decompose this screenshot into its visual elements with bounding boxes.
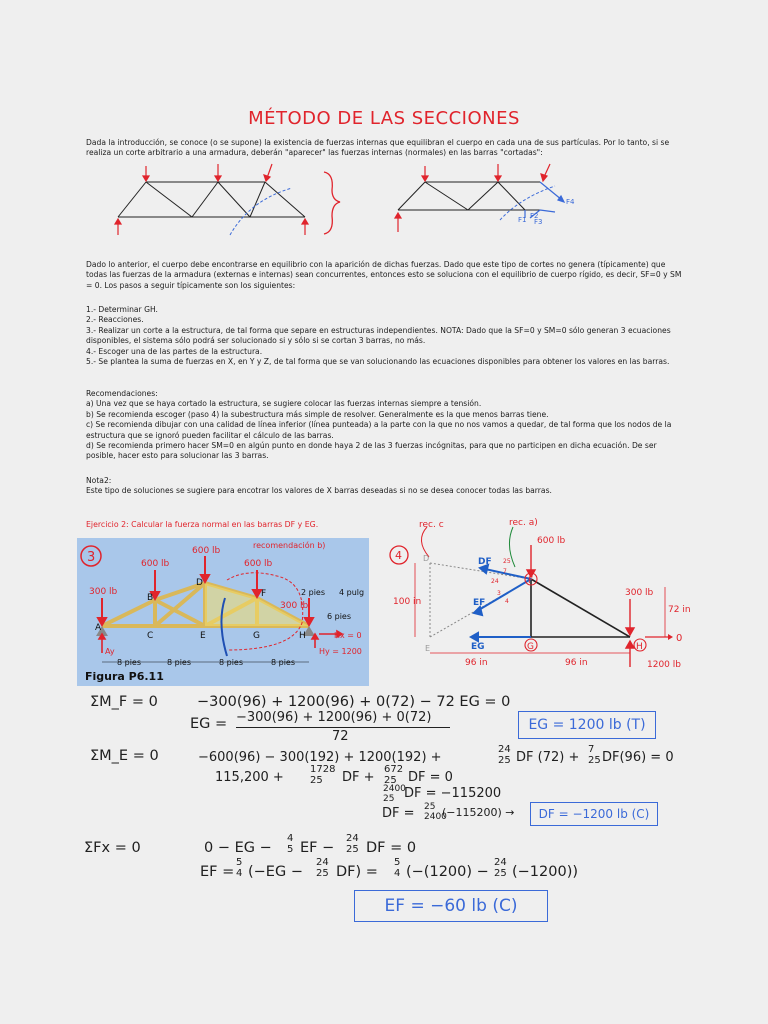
eq2-frac2: 7 25 xyxy=(588,744,601,766)
eq2c: DF = −115200 xyxy=(404,786,502,801)
intro-paragraph: Dada la introducción, se conoce (o se supone) la existencia de fuerzas internas que equilibran el cuerpo en cada una de sus partículas. Por lo tanto, si se realiza un corte arbitrario a una armadura, deberán "aparecer" las fuerzas internas (normales) en las barras "cortadas": xyxy=(86,138,670,158)
nota xyxy=(86,476,686,497)
truss-figure xyxy=(77,538,369,686)
nota-text: Este tipo de soluciones se sugiere para encotrar los valores de X barras deseadas si no se desea conocer todas las barras. xyxy=(86,486,552,496)
load-label-h: 300 lb xyxy=(280,601,309,611)
dim-8-pies-3: 8 pies xyxy=(219,658,244,667)
eq4-a: (−EG − xyxy=(248,864,303,880)
load-label-f: 600 lb xyxy=(244,559,273,569)
slope-25: 25 xyxy=(503,558,511,565)
reaction-ay: Ay xyxy=(105,647,115,656)
node-label-h: H xyxy=(299,631,306,641)
force-label-f4: F1 xyxy=(518,216,527,224)
eq2d-frac: 25 2400 xyxy=(424,802,447,822)
slope-7: 7 xyxy=(503,568,507,575)
figure-caption: Figura P6.11 xyxy=(85,670,164,683)
force-label-f3: F3 xyxy=(534,218,543,226)
eq4-lhs: EF = xyxy=(200,864,235,880)
eq2: −600(96) − 300(192) + 1200(192) + xyxy=(198,750,442,765)
step-number-3: 3 xyxy=(87,550,96,565)
slope-3: 3 xyxy=(497,590,501,597)
hx-value: 0 xyxy=(676,633,683,644)
node-label-e: E xyxy=(200,631,206,641)
reaction-1200-lb: 1200 lb xyxy=(647,660,681,670)
recommendations-title: Recomendaciones: xyxy=(86,389,158,398)
recommendation-note: recomendación b) xyxy=(253,541,326,550)
eq1b-lhs: EG = xyxy=(190,716,228,732)
force-label-f2: F2 xyxy=(530,212,539,220)
truss-sketch-left xyxy=(118,182,305,217)
step-item: 2.- Reacciones. xyxy=(86,315,144,325)
eq1: −300(96) + 1200(96) + 0(72) − 72 EG = 0 xyxy=(197,694,511,710)
recommendation-item: a) Una vez que se haya cortado la estructura, se sugiere colocar las fuerzas internas siempre a tensión. xyxy=(86,399,482,409)
load-label-b: 600 lb xyxy=(141,559,170,569)
eq4-d: (−1200)) xyxy=(512,864,579,880)
eq1b-num: −300(96) + 1200(96) + 0(72) xyxy=(236,710,432,725)
step-item: 3.- Realizar un corte a la estructura, de tal forma que separe en estructuras independientes. NOTA: Dado que la SF=0 y SM=0 sólo generan 3 ecuaciones disponibles, el sistema sólo podrá ser solucionado si y sólo si se cortan 3 barras, no más. xyxy=(86,325,671,346)
load-label-a: 300 lb xyxy=(89,587,118,597)
free-body-diagram xyxy=(385,515,715,675)
rec-a-label: rec. a) xyxy=(509,518,538,528)
eq4-frac2: 24 25 xyxy=(316,857,329,879)
node-d: D xyxy=(423,554,430,563)
dim-100-in: 100 in xyxy=(393,597,422,607)
top-sketch xyxy=(100,160,600,240)
force-ef: EF xyxy=(473,598,486,608)
eq3-frac1: 4 5 xyxy=(287,833,294,855)
eq4-b: DF) = xyxy=(336,864,378,880)
exercise-statement: Ejercicio 2: Calcular la fuerza normal en las barras DF y EG. xyxy=(86,520,319,529)
eq2-tail: DF (72) + xyxy=(516,750,580,765)
dim-4-pulg: 4 pulg xyxy=(339,588,365,597)
load-300-lb: 300 lb xyxy=(625,588,654,598)
node-label-b: B xyxy=(147,593,154,603)
step-number-4: 4 xyxy=(395,549,402,562)
reaction-hx: Hx = 0 xyxy=(334,631,362,640)
eq3-label: ΣFx = 0 xyxy=(84,840,141,856)
result-df: DF = −1200 lb (C) xyxy=(530,802,658,826)
dim-96-in-left: 96 in xyxy=(465,658,488,668)
force-eg: EG xyxy=(471,642,485,652)
load-arrows-left xyxy=(115,164,308,235)
load-600-lb: 600 lb xyxy=(537,536,566,546)
recommendation-item: b) Se recomienda escoger (paso 4) la subestructura más simple de resolver. Generalmente es la que menos barras tiene. xyxy=(86,409,549,419)
load-arrows-right xyxy=(395,164,550,232)
eq2c-frac: 2400 25 xyxy=(383,784,406,804)
dim-8-pies-2: 8 pies xyxy=(167,658,192,667)
dim-8-pies-4: 8 pies xyxy=(271,658,296,667)
force-label-f1: F4 xyxy=(566,198,575,206)
eq2b-frac1: 1728 25 xyxy=(310,764,336,786)
recommendation-item: c) Se recomienda dibujar con una calidad de línea inferior (línea punteada) a la parte con la que no nos vamos a quedar, de tal forma que los nodos de la estructura que se ignoró pueden facilitar el cálculo de las barras. xyxy=(86,420,672,440)
eq4-frac3: 5 4 xyxy=(394,857,401,879)
eq2-frac1: 24 25 xyxy=(498,744,511,766)
eq1-label: ΣM_F = 0 xyxy=(90,694,158,710)
slope-24: 24 xyxy=(491,578,499,585)
eq2b-end: DF = 0 xyxy=(408,770,453,785)
eq4-frac1: 5 4 xyxy=(236,857,243,879)
eq3: 0 − EG − xyxy=(204,840,272,856)
node-e: E xyxy=(425,644,431,653)
dim-6-pies: 6 pies xyxy=(327,612,352,621)
dim-96-in-right: 96 in xyxy=(565,658,588,668)
node-label-c: C xyxy=(147,631,154,641)
force-df: DF xyxy=(478,557,492,567)
brace xyxy=(324,172,340,234)
node-f: F xyxy=(528,576,534,586)
steps-list xyxy=(86,305,686,367)
paragraph-2: Dado lo anterior, el cuerpo debe encontrarse en equilibrio con la aparición de dichas fuerzas. Dado que este tipo de cortes no genera (típicamente) que todas las fuerzas de la armadura (externas e internas) sean concurrentes, entonces esto se soluciona con el equilibrio de cuerpo rígido, es decir, SF=0 y SM = 0. Los pasos a seguir típicamente son los siguientes: xyxy=(86,260,682,290)
step-item: 5.- Se plantea la suma de fuerzas en X, en Y y Z, de tal forma que se van solucionando las ecuaciones disponibles para obtener los valores en las barras. xyxy=(86,357,670,367)
recommendation-item: d) Se recomienda primero hacer SM=0 en algún punto en donde haya 2 de las 3 fuerzas incógnitas, para que no participen en dicha ecuación. De ser posible, hacer esto para solucionar las 3 barras. xyxy=(86,441,657,461)
eq2b-frac2: 672 25 xyxy=(384,764,404,786)
step-item: 1.- Determinar GH. xyxy=(86,305,158,314)
eq3-end: DF = 0 xyxy=(366,840,417,856)
load-label-d: 600 lb xyxy=(192,546,221,556)
step-item: 4.- Escoger una de las partes de la estructura. xyxy=(86,346,263,356)
rec-c-label: rec. c xyxy=(419,520,444,530)
node-label-f: F xyxy=(261,589,267,599)
dim-72-in: 72 in xyxy=(668,605,691,615)
dim-2-pies: 2 pies xyxy=(301,588,326,597)
eq2b-mid: DF + xyxy=(342,770,375,785)
node-label-d: D xyxy=(196,578,203,588)
page-title: MÉTODO DE LAS SECCIONES xyxy=(248,108,520,129)
cut-line-right xyxy=(500,186,555,220)
dim-8-pies-1: 8 pies xyxy=(117,658,142,667)
reaction-hy: Hy = 1200 xyxy=(319,647,362,656)
node-h: H xyxy=(636,642,643,652)
eq2d-rhs: (−115200) → xyxy=(442,806,515,819)
eq4-c: (−(1200) − xyxy=(406,864,489,880)
eq2d-lhs: DF = xyxy=(382,806,415,821)
result-eg: EG = 1200 lb (T) xyxy=(518,711,656,739)
cut-line-left xyxy=(230,188,292,235)
fraction-bar xyxy=(236,727,450,728)
node-label-a: A xyxy=(95,623,102,633)
slope-4: 4 xyxy=(505,598,509,605)
node-label-g: G xyxy=(253,631,260,641)
recommendations xyxy=(86,389,686,462)
eq2-tail2: DF(96) = 0 xyxy=(602,750,674,765)
eq2b: 115,200 + xyxy=(215,770,284,785)
eq1b-den: 72 xyxy=(332,729,349,744)
eq3-mid: EF − xyxy=(300,840,335,856)
result-ef: EF = −60 lb (C) xyxy=(354,890,548,922)
eq2-label: ΣM_E = 0 xyxy=(90,748,159,764)
truss-sketch-right xyxy=(398,182,540,210)
node-g: G xyxy=(527,642,534,652)
eq3-frac2: 24 25 xyxy=(346,833,359,855)
eq4-frac4: 24 25 xyxy=(494,857,507,879)
nota-title: Nota2: xyxy=(86,476,112,485)
